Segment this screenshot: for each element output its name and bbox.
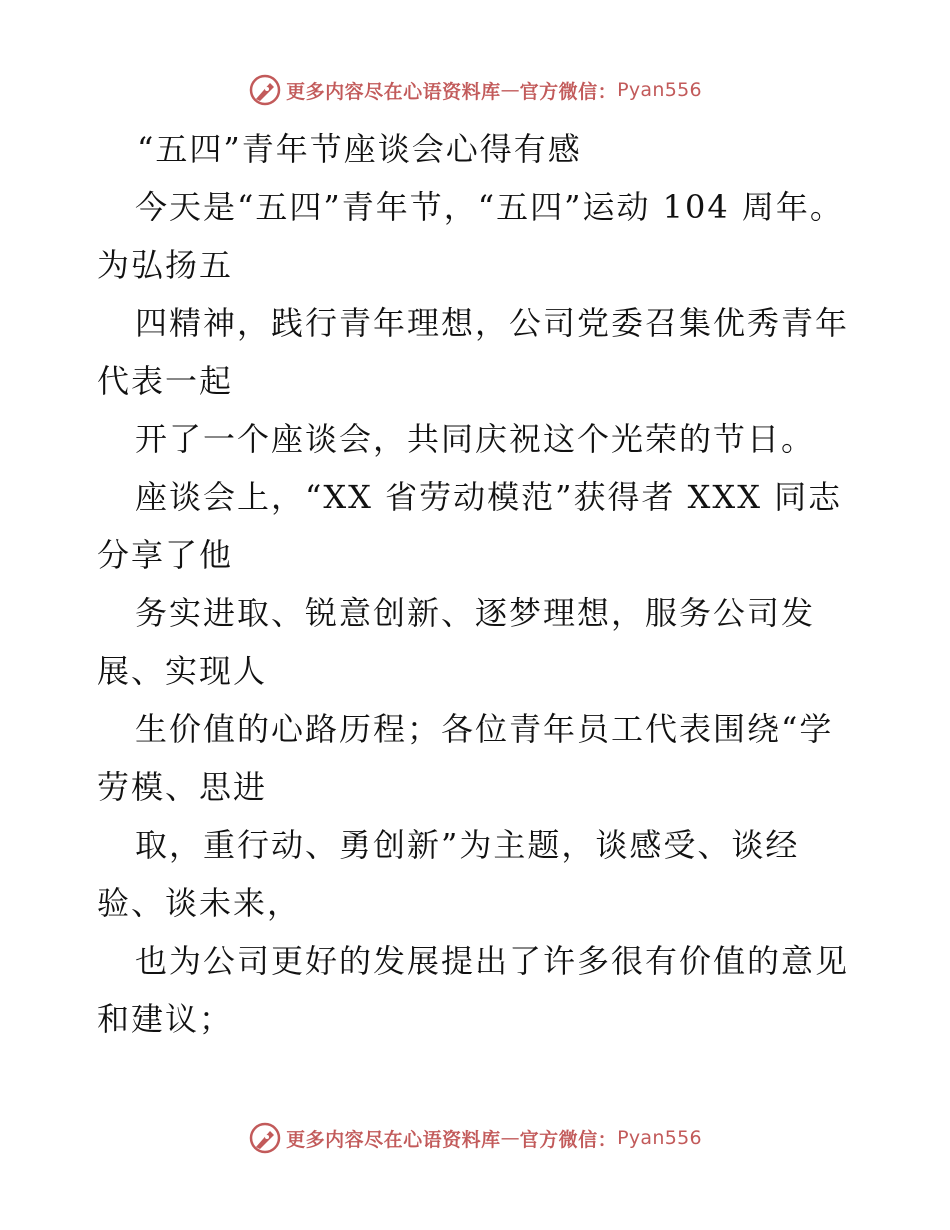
pen-nib-logo-icon: [248, 73, 282, 107]
document-title: “五四”青年节座谈会心得有感: [137, 130, 582, 168]
watermark-wechat-id: Pyan556: [617, 79, 702, 101]
paragraph: 四精神，践行青年理想，公司党委召集优秀青年代表一起: [97, 304, 850, 400]
watermark-dash: —: [500, 1127, 520, 1149]
watermark-brand: 更多内容尽在心语资料库: [286, 80, 501, 103]
paragraph: 座谈会上，“XX 省劳动模范”获得者 XXX 同志分享了他: [97, 478, 843, 574]
paragraph: 取，重行动、勇创新”为主题，谈感受、谈经验、谈未来，: [97, 826, 800, 922]
paragraph: 也为公司更好的发展提出了许多很有价值的意见和建议；: [97, 942, 850, 1038]
paragraph: 生价值的心路历程；各位青年员工代表围绕“学劳模、思进: [97, 710, 834, 806]
paragraph: 开了一个座谈会，共同庆祝这个光荣的节日。: [135, 420, 816, 458]
header-watermark: [0, 70, 950, 110]
watermark-wechat-label: 官方微信：: [519, 80, 618, 103]
document-body: [97, 120, 857, 1048]
paragraph: 今天是“五四”青年节，“五四”运动 104 周年。为弘扬五: [97, 188, 844, 284]
watermark-wechat-id: Pyan556: [617, 1127, 702, 1149]
watermark-wechat-label: 官方微信：: [519, 1128, 618, 1151]
paragraph: 务实进取、锐意创新、逐梦理想，服务公司发展、实现人: [97, 594, 816, 690]
watermark-dash: —: [500, 79, 520, 101]
pen-nib-logo-icon: [248, 1121, 282, 1155]
watermark-brand: 更多内容尽在心语资料库: [286, 1128, 501, 1151]
footer-watermark: [0, 1118, 950, 1158]
